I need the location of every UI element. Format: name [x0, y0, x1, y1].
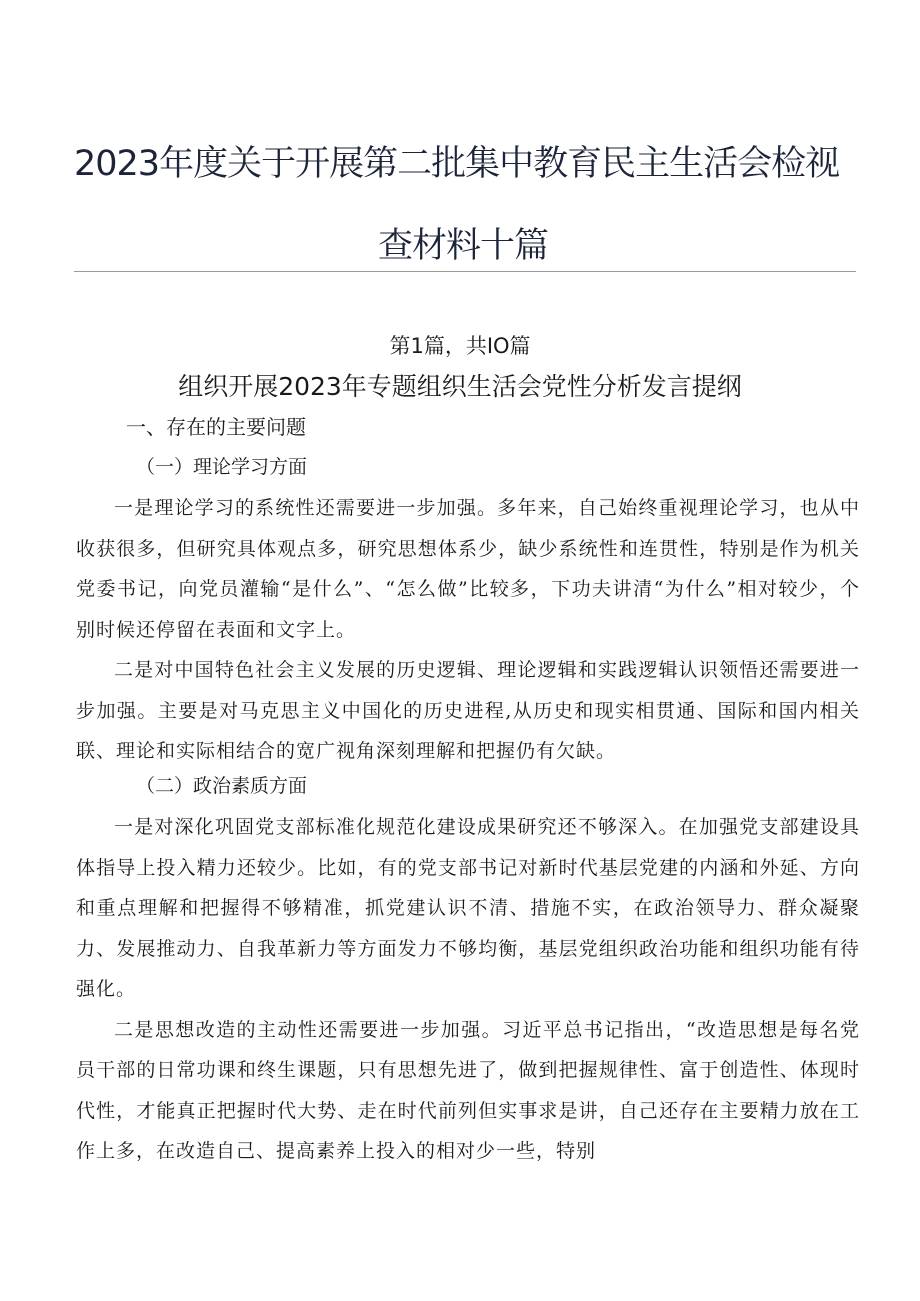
part-label: 第1篇，共IO篇 — [389, 334, 531, 358]
paragraph: 一是理论学习的系统性还需要进一步加强。多年来，自己始终重视理论学习，也从中收获很多，但研究具体观点多，研究思想体系少，缺少系统性和连贯性，特别是作为机关党委书记，向党员灌输“是什么”、“怎么做”比较多，下功夫讲清“为什么”相对较少，个别时候还停留在表面和文字上。 — [76, 497, 860, 641]
section-heading: 一、存在的主要问题 — [126, 415, 306, 439]
article-subtitle: 组织开展2023年专题组织生活会党性分析发言提纲 — [178, 372, 742, 401]
paragraph: 二是对中国特色社会主义发展的历史逻辑、理论逻辑和实践逻辑认识领悟还需要进一步加强。主要是对马克思主义中国化的历史进程,从历史和现实相贯通、国际和国内相关联、理论和实际相结合的宽广视角深刻理解和把握仍有欠缺。 — [76, 659, 860, 762]
paragraph: 二是思想改造的主动性还需要进一步加强。习近平总书记指出，“改造思想是每名党员干部的日常功课和终生课题，只有思想先进了，做到把握规律性、富于创造性、体现时代性，才能真正把握时代大势、走在时代前列但实事求是讲，自己还存在主要精力放在工作上多，在改造自己、提高素养上投入的相对少一些，特别 — [76, 1018, 860, 1162]
title-divider — [74, 271, 856, 272]
paragraph: 一是对深化巩固党支部标准化规范化建设成果研究还不够深入。在加强党支部建设具体指导上投入精力还较少。比如，有的党支部书记对新时代基层党建的内涵和外延、方向和重点理解和把握得不够精准，抓党建认识不清、措施不实，在政治领导力、群众凝聚力、发展推动力、自我革新力等方面发力不够均衡，基层党组织政治功能和组织功能有待强化。 — [76, 816, 860, 1000]
document-title-line-1: 2023年度关于开展第二批集中教育民主生活会检视 — [74, 144, 840, 184]
subsection-heading-politics: （二）政治素质方面 — [136, 775, 308, 797]
subsection-heading-theory: （一）理论学习方面 — [136, 456, 308, 478]
body-block-2 — [76, 807, 860, 1172]
body-block-1 — [76, 488, 860, 772]
document-title-line-2: 查材料十篇 — [377, 226, 548, 266]
